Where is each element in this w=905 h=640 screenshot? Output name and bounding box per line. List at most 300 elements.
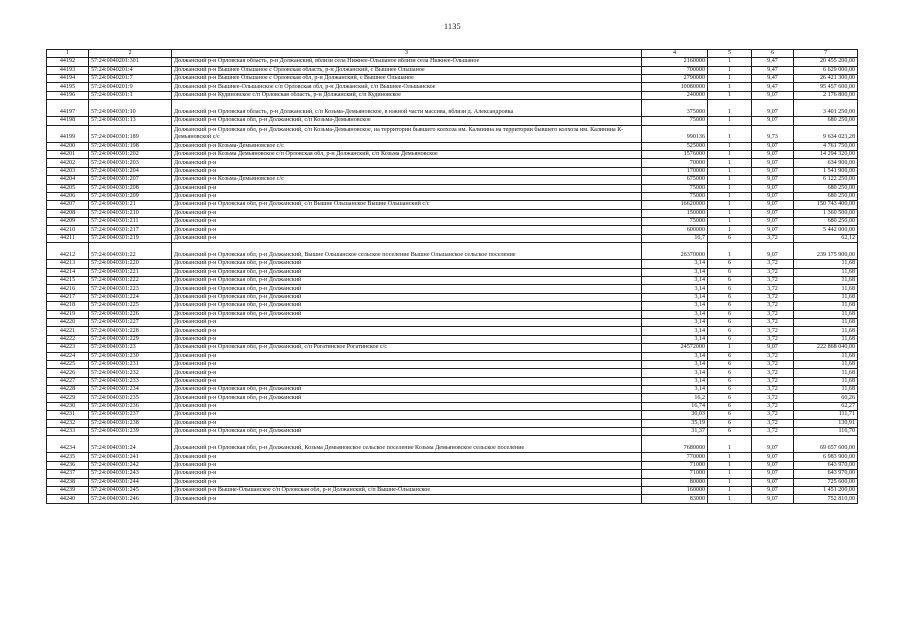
- group-code: 6: [708, 369, 752, 377]
- table-row: [47, 167, 858, 175]
- row-number: 44212: [47, 243, 89, 260]
- table-row: [47, 277, 858, 285]
- cadastral-number: 57:24:0040301:234: [89, 386, 172, 394]
- table-row: [47, 327, 858, 335]
- cadastral-value: 14 294 320,00: [794, 150, 858, 158]
- specific-indicator: 3,72: [752, 394, 794, 402]
- table-row: [47, 360, 858, 368]
- row-number: 44223: [47, 344, 89, 352]
- cadastral-value: 3 401 250,00: [794, 100, 858, 117]
- row-number: 44228: [47, 386, 89, 394]
- specific-indicator: 3,72: [752, 402, 794, 410]
- cadastral-number: 57:24:0040301:207: [89, 176, 172, 184]
- specific-indicator: 3,72: [752, 277, 794, 285]
- row-number: 44229: [47, 394, 89, 402]
- table-row: [47, 470, 858, 478]
- cadastral-number: 57:24:0040301:239: [89, 428, 172, 436]
- cadastral-number: 57:24:0040301:198: [89, 142, 172, 150]
- table-row: [47, 344, 858, 352]
- group-code: 1: [708, 487, 752, 495]
- table-row: [47, 428, 858, 436]
- table-row: [47, 91, 858, 99]
- area-value: 71000: [642, 470, 708, 478]
- group-code: 1: [708, 436, 752, 453]
- row-number: 44210: [47, 226, 89, 234]
- column-header: 3: [172, 50, 642, 58]
- area-value: 2790000: [642, 74, 708, 82]
- location-description: Должанский р-н Козьма-Демьяновское с/с: [172, 142, 642, 150]
- area-value: 10080000: [642, 83, 708, 91]
- area-value: 240000: [642, 91, 708, 99]
- location-description: Должанский р-н: [172, 470, 642, 478]
- cadastral-value: 6 122 250,00: [794, 176, 858, 184]
- table-row: [47, 260, 858, 268]
- table-row: [47, 142, 858, 150]
- cadastral-number: 57:24:0040301:219: [89, 234, 172, 242]
- row-number: 44193: [47, 66, 89, 74]
- row-number: 44194: [47, 74, 89, 82]
- cadastral-value: 6 629 000,00: [794, 66, 858, 74]
- table-row: [47, 352, 858, 360]
- location-description: Должанский р-н Орловская область, р-н Должанский, вблизи села Нижнее-Ольшаное вблизи села Нижнее-Ольшаное: [172, 58, 642, 66]
- row-number: 44224: [47, 352, 89, 360]
- location-description: Должанский р-н: [172, 335, 642, 343]
- cadastral-number: 57:24:0040301:241: [89, 453, 172, 461]
- group-code: 1: [708, 201, 752, 209]
- cadastral-value: 725 600,00: [794, 478, 858, 486]
- cadastral-number: 57:24:0040301:225: [89, 302, 172, 310]
- specific-indicator: 9,07: [752, 117, 794, 125]
- cadastral-value: 680 250,00: [794, 117, 858, 125]
- group-code: 1: [708, 461, 752, 469]
- group-code: 1: [708, 209, 752, 217]
- specific-indicator: 3,72: [752, 411, 794, 419]
- location-description: Должанский р-н Орловская обл, р-н Должанский, с/п Козьма-Демьяновское, на территории бывшего колхоза им. Калинина на территории бывшего колхоза им. Калинина К-Демьяновской с/с: [172, 125, 642, 142]
- cadastral-value: 60,26: [794, 394, 858, 402]
- group-code: 6: [708, 260, 752, 268]
- area-value: 31,37: [642, 428, 708, 436]
- row-number: 44198: [47, 117, 89, 125]
- location-description: Должанский р-н Орловская обл, р-н Должанский: [172, 268, 642, 276]
- cadastral-number: 57:24:0040201:301: [89, 58, 172, 66]
- location-description: Должанский р-н: [172, 159, 642, 167]
- cadastral-value: 643 970,00: [794, 461, 858, 469]
- cadastral-value: 1 451 200,00: [794, 487, 858, 495]
- group-code: 1: [708, 344, 752, 352]
- table-row: [47, 293, 858, 301]
- area-value: 1576000: [642, 150, 708, 158]
- cadastral-value: 11,68: [794, 310, 858, 318]
- group-code: 6: [708, 335, 752, 343]
- group-code: 1: [708, 100, 752, 117]
- cadastral-number: 57:24:0040301:210: [89, 209, 172, 217]
- table-row: [47, 243, 858, 260]
- specific-indicator: 3,72: [752, 260, 794, 268]
- area-value: 3,14: [642, 386, 708, 394]
- table-row: [47, 192, 858, 200]
- area-value: 71000: [642, 461, 708, 469]
- group-code: 6: [708, 419, 752, 427]
- group-code: 6: [708, 302, 752, 310]
- location-description: Должанский р-н Орловская обл, р-н Должанский: [172, 260, 642, 268]
- specific-indicator: 3,72: [752, 302, 794, 310]
- cadastral-number: 57:24:0040301:204: [89, 167, 172, 175]
- table-row: [47, 411, 858, 419]
- table-row: [47, 66, 858, 74]
- location-description: Должанский р-н: [172, 184, 642, 192]
- row-number: 44220: [47, 318, 89, 326]
- specific-indicator: 3,72: [752, 386, 794, 394]
- table-row: [47, 386, 858, 394]
- location-description: Должанский р-н Орловская обл, р-н Должанский: [172, 310, 642, 318]
- location-description: Должанский р-н Орловская обл, р-н Должанский: [172, 285, 642, 293]
- location-description: Должанский р-н: [172, 360, 642, 368]
- location-description: Должанский р-н: [172, 234, 642, 242]
- cadastral-value: 11,68: [794, 386, 858, 394]
- row-number: 44192: [47, 58, 89, 66]
- cadastral-value: 5 442 000,00: [794, 226, 858, 234]
- table-row: [47, 176, 858, 184]
- row-number: 44234: [47, 436, 89, 453]
- cadastral-value: 222 868 040,00: [794, 344, 858, 352]
- location-description: Должанский р-н Вышнее-Ольшанское с/п Орловская обл, р-н Должанский, с/п Вышнее-Ольшанское: [172, 83, 642, 91]
- group-code: 1: [708, 91, 752, 99]
- cadastral-number: 57:24:0040301:242: [89, 461, 172, 469]
- specific-indicator: 3,72: [752, 419, 794, 427]
- column-header: 5: [708, 50, 752, 58]
- group-code: 1: [708, 167, 752, 175]
- group-code: 1: [708, 159, 752, 167]
- specific-indicator: 9,07: [752, 218, 794, 226]
- table-row: [47, 100, 858, 117]
- location-description: Должанский р-н Орловская обл, р-н Должанский, с/п Козьма-Демьяновское: [172, 117, 642, 125]
- table-row: [47, 184, 858, 192]
- row-number: 44239: [47, 487, 89, 495]
- specific-indicator: 3,72: [752, 360, 794, 368]
- cadastral-number: 57:24:0040301:217: [89, 226, 172, 234]
- row-number: 44208: [47, 209, 89, 217]
- row-number: 44217: [47, 293, 89, 301]
- area-value: 3,14: [642, 302, 708, 310]
- cadastral-value: 680 250,00: [794, 184, 858, 192]
- cadastral-number: 57:24:0040301:243: [89, 470, 172, 478]
- specific-indicator: 9,07: [752, 487, 794, 495]
- table-row: [47, 461, 858, 469]
- location-description: Должанский р-н: [172, 453, 642, 461]
- cadastral-value: 11,68: [794, 260, 858, 268]
- group-code: 6: [708, 293, 752, 301]
- specific-indicator: 3,72: [752, 352, 794, 360]
- cadastral-value: 4 761 750,00: [794, 142, 858, 150]
- cadastral-number: 57:24:0040301:233: [89, 377, 172, 385]
- specific-indicator: 9,07: [752, 495, 794, 503]
- cadastral-value: 62,12: [794, 234, 858, 242]
- specific-indicator: 3,72: [752, 285, 794, 293]
- table-row: [47, 310, 858, 318]
- specific-indicator: 3,72: [752, 428, 794, 436]
- column-number-row: [47, 50, 858, 58]
- cadastral-value: 680 250,00: [794, 192, 858, 200]
- column-header: 6: [752, 50, 794, 58]
- location-description: Должанский р-н Орловская обл, р-н Должанский, с/п Рогатинское Рогатинское с/с: [172, 344, 642, 352]
- area-value: 35,19: [642, 419, 708, 427]
- area-value: 75000: [642, 184, 708, 192]
- area-value: 150000: [642, 209, 708, 217]
- cadastral-value: 6 983 900,00: [794, 453, 858, 461]
- area-value: 3,14: [642, 327, 708, 335]
- group-code: 6: [708, 285, 752, 293]
- area-value: 26370000: [642, 243, 708, 260]
- area-value: 70000: [642, 159, 708, 167]
- location-description: Должанский р-н Орловская обл, р-н Должанский: [172, 386, 642, 394]
- specific-indicator: 9,07: [752, 201, 794, 209]
- specific-indicator: 9,07: [752, 142, 794, 150]
- specific-indicator: 9,07: [752, 453, 794, 461]
- location-description: Должанский р-н: [172, 402, 642, 410]
- area-value: 525000: [642, 142, 708, 150]
- location-description: Должанский р-н: [172, 218, 642, 226]
- table-row: [47, 453, 858, 461]
- specific-indicator: 3,72: [752, 369, 794, 377]
- area-value: 160000: [642, 487, 708, 495]
- specific-indicator: 3,72: [752, 310, 794, 318]
- cadastral-number: 57:24:0040301:208: [89, 184, 172, 192]
- cadastral-number: 57:24:0040301:223: [89, 285, 172, 293]
- group-code: 6: [708, 360, 752, 368]
- cadastral-value: 11,68: [794, 277, 858, 285]
- area-value: 675000: [642, 176, 708, 184]
- specific-indicator: 9,07: [752, 344, 794, 352]
- location-description: Должанский р-н Вышне-Ольшанское с/п Орловская обл, р-н Должанский, с/п Вышне-Ольшанское: [172, 487, 642, 495]
- specific-indicator: 9,47: [752, 74, 794, 82]
- location-description: Должанский р-н Кудиновское с/п Орловская область, р-н Должанский, с/п Кудиновское: [172, 91, 642, 99]
- area-value: 3,14: [642, 260, 708, 268]
- group-code: 1: [708, 184, 752, 192]
- row-number: 44201: [47, 150, 89, 158]
- group-code: 6: [708, 277, 752, 285]
- cadastral-value: 239 175 900,00: [794, 243, 858, 260]
- cadastral-number: 57:24:0040301:238: [89, 419, 172, 427]
- cadastral-number: 57:24:0040201:9: [89, 83, 172, 91]
- area-value: 16,2: [642, 394, 708, 402]
- specific-indicator: 9,07: [752, 226, 794, 234]
- cadastral-number: 57:24:0040301:10: [89, 100, 172, 117]
- row-number: 44238: [47, 478, 89, 486]
- row-number: 44219: [47, 310, 89, 318]
- location-description: Должанский р-н Орловская обл, р-н Должанский: [172, 394, 642, 402]
- location-description: Должанский р-н Орловская обл, р-н Должанский, Вышне Ольшанское сельское поселение Вышне Ольшанское сельское поселение: [172, 243, 642, 260]
- area-value: 75000: [642, 218, 708, 226]
- row-number: 44203: [47, 167, 89, 175]
- table-row: [47, 74, 858, 82]
- area-value: 75000: [642, 192, 708, 200]
- area-value: 16,7: [642, 234, 708, 242]
- location-description: Должанский р-н Козьма-Демьяновское с/с: [172, 176, 642, 184]
- area-value: 3,14: [642, 335, 708, 343]
- table-row: [47, 125, 858, 142]
- table-row: [47, 335, 858, 343]
- specific-indicator: 9,07: [752, 184, 794, 192]
- location-description: Должанский р-н: [172, 167, 642, 175]
- area-value: 770000: [642, 453, 708, 461]
- specific-indicator: 9,73: [752, 125, 794, 142]
- row-number: 44205: [47, 184, 89, 192]
- cadastral-number: 57:24:0040301:244: [89, 478, 172, 486]
- cadastral-number: 57:24:0040301:237: [89, 411, 172, 419]
- row-number: 44216: [47, 285, 89, 293]
- cadastral-number: 57:24:0040301:245: [89, 487, 172, 495]
- cadastral-value: 680 250,00: [794, 218, 858, 226]
- column-header: 2: [89, 50, 172, 58]
- table-row: [47, 83, 858, 91]
- specific-indicator: 3,72: [752, 234, 794, 242]
- specific-indicator: 9,47: [752, 66, 794, 74]
- cadastral-value: 634 900,00: [794, 159, 858, 167]
- group-code: 1: [708, 117, 752, 125]
- row-number: 44240: [47, 495, 89, 503]
- row-number: 44199: [47, 125, 89, 142]
- specific-indicator: 9,07: [752, 91, 794, 99]
- area-value: 30,03: [642, 411, 708, 419]
- row-number: 44196: [47, 91, 89, 99]
- area-value: 3,14: [642, 360, 708, 368]
- table-row: [47, 159, 858, 167]
- row-number: 44236: [47, 461, 89, 469]
- cadastral-number: 57:24:0040301:230: [89, 352, 172, 360]
- specific-indicator: 9,47: [752, 83, 794, 91]
- group-code: 1: [708, 218, 752, 226]
- row-number: 44195: [47, 83, 89, 91]
- cadastral-number: 57:24:0040301:23: [89, 344, 172, 352]
- table-row: [47, 117, 858, 125]
- specific-indicator: 3,72: [752, 293, 794, 301]
- page-number: 1135: [444, 22, 461, 31]
- table-row: [47, 302, 858, 310]
- cadastral-value: 752 810,00: [794, 495, 858, 503]
- row-number: 44202: [47, 159, 89, 167]
- cadastral-number: 57:24:0040301:224: [89, 293, 172, 301]
- specific-indicator: 9,07: [752, 100, 794, 117]
- cadastral-value: 11,68: [794, 327, 858, 335]
- specific-indicator: 9,07: [752, 461, 794, 469]
- cadastral-value: 111,71: [794, 411, 858, 419]
- group-code: 1: [708, 192, 752, 200]
- row-number: 44197: [47, 100, 89, 117]
- row-number: 44221: [47, 327, 89, 335]
- cadastral-value: 130,91: [794, 419, 858, 427]
- location-description: Должанский р-н: [172, 495, 642, 503]
- specific-indicator: 9,07: [752, 470, 794, 478]
- table-row: [47, 150, 858, 158]
- cadastral-number: 57:24:0040301:229: [89, 335, 172, 343]
- row-number: 44207: [47, 201, 89, 209]
- location-description: Должанский р-н: [172, 192, 642, 200]
- area-value: 3,14: [642, 369, 708, 377]
- group-code: 1: [708, 470, 752, 478]
- area-value: 16,74: [642, 402, 708, 410]
- row-number: 44232: [47, 419, 89, 427]
- table-row: [47, 268, 858, 276]
- table-row: [47, 487, 858, 495]
- location-description: Должанский р-н Вышнее Ольшаное с Орловская область, р-н Должанский, с Вышнее Ольшаное: [172, 66, 642, 74]
- table-row: [47, 377, 858, 385]
- row-number: 44211: [47, 234, 89, 242]
- group-code: 1: [708, 495, 752, 503]
- area-value: 3,14: [642, 352, 708, 360]
- column-header: 7: [794, 50, 858, 58]
- cadastral-value: 69 657 600,00: [794, 436, 858, 453]
- column-header: 4: [642, 50, 708, 58]
- location-description: Должанский р-н: [172, 327, 642, 335]
- cadastral-number: 57:24:0040301:21: [89, 201, 172, 209]
- row-number: 44225: [47, 360, 89, 368]
- cadastral-value: 11,68: [794, 352, 858, 360]
- cadastral-value: 20 455 200,00: [794, 58, 858, 66]
- row-number: 44218: [47, 302, 89, 310]
- group-code: 1: [708, 176, 752, 184]
- specific-indicator: 3,72: [752, 268, 794, 276]
- cadastral-number: 57:24:0040301:209: [89, 192, 172, 200]
- area-value: 3,14: [642, 285, 708, 293]
- location-description: Должанский р-н Вышнее Ольшаное с Орловская обл, р-н Должанский, с Вышнее Ольшаное: [172, 74, 642, 82]
- cadastral-number: 57:24:0040301:24: [89, 436, 172, 453]
- table-row: [47, 402, 858, 410]
- group-code: 6: [708, 402, 752, 410]
- cadastral-value: 11,68: [794, 293, 858, 301]
- row-number: 44226: [47, 369, 89, 377]
- cadastral-value: 11,68: [794, 360, 858, 368]
- area-value: 375000: [642, 100, 708, 117]
- row-number: 44200: [47, 142, 89, 150]
- specific-indicator: 9,07: [752, 192, 794, 200]
- specific-indicator: 9,07: [752, 159, 794, 167]
- cadastral-value-table: [46, 49, 858, 504]
- cadastral-number: 57:24:0040301:221: [89, 268, 172, 276]
- group-code: 6: [708, 386, 752, 394]
- cadastral-value: 26 421 300,00: [794, 74, 858, 82]
- cadastral-number: 57:24:0040301:189: [89, 125, 172, 142]
- table-row: [47, 478, 858, 486]
- area-value: 3,14: [642, 377, 708, 385]
- area-value: 700000: [642, 66, 708, 74]
- group-code: 1: [708, 226, 752, 234]
- area-value: 3,14: [642, 268, 708, 276]
- row-number: 44230: [47, 402, 89, 410]
- group-code: 1: [708, 58, 752, 66]
- location-description: Должанский р-н Орловская обл, р-н Должанский: [172, 277, 642, 285]
- row-number: 44204: [47, 176, 89, 184]
- cadastral-value: 643 970,00: [794, 470, 858, 478]
- group-code: 1: [708, 243, 752, 260]
- location-description: Должанский р-н: [172, 478, 642, 486]
- group-code: 1: [708, 142, 752, 150]
- location-description: Должанский р-н: [172, 226, 642, 234]
- area-value: 80000: [642, 478, 708, 486]
- column-header: 1: [47, 50, 89, 58]
- cadastral-value: 11,68: [794, 285, 858, 293]
- group-code: 6: [708, 428, 752, 436]
- specific-indicator: 9,07: [752, 176, 794, 184]
- area-value: 83000: [642, 495, 708, 503]
- group-code: 1: [708, 66, 752, 74]
- area-value: 2160000: [642, 58, 708, 66]
- area-value: 24572000: [642, 344, 708, 352]
- group-code: 6: [708, 394, 752, 402]
- table-row: [47, 226, 858, 234]
- group-code: 6: [708, 411, 752, 419]
- location-description: Должанский р-н: [172, 352, 642, 360]
- table-row: [47, 234, 858, 242]
